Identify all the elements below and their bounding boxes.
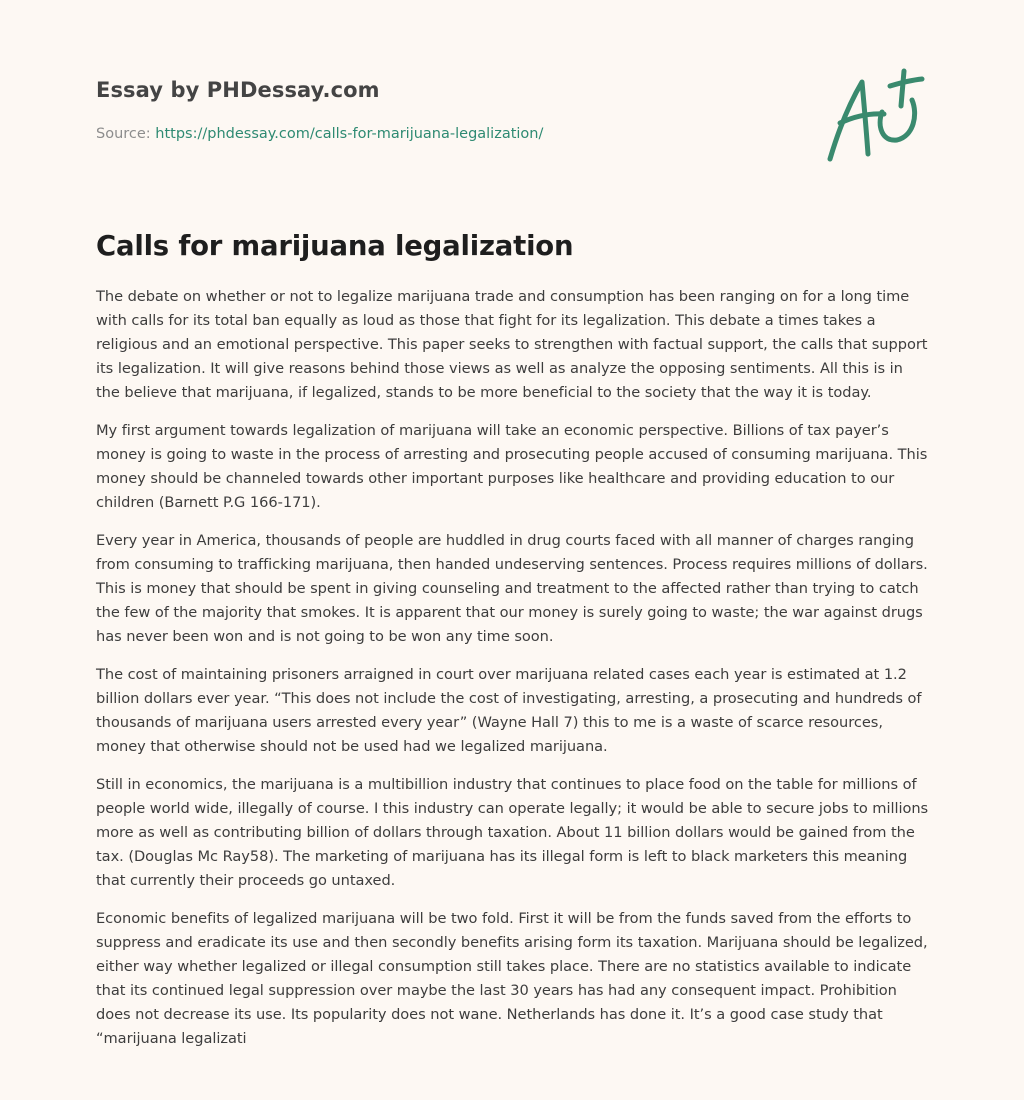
article-title: Calls for marijuana legalization xyxy=(96,230,574,262)
article-body xyxy=(96,285,930,1065)
paragraph: The debate on whether or not to legalize marijuana trade and consumption has been ranging on for a long time with calls for its total ban equally as loud as those that fight for its legalization. This debate a times takes a religious and an emotional perspective. This paper seeks to strengthen with factual support, the calls that support its legalization. It will give reasons behind those views as well as analyze the opposing sentiments. All this is in the believe that marijuana, if legalized, stands to be more beneficial to the society that the way it is today. xyxy=(96,288,928,401)
a-plus-logo-icon xyxy=(822,66,932,166)
paragraph: Economic benefits of legalized marijuana will be two fold. First it will be from the funds saved from the efforts to suppress and eradicate its use and then secondly benefits arising form its taxation. Marijuana should be legalized, either way whether legalized or illegal consumption still takes place. There are no statistics available to indicate that its continued legal suppression over maybe the last 30 years has had any consequent impact. Prohibition does not decrease its use. Its popularity does not wane. Netherlands has done it. It’s a good case study that “marijuana legalizati xyxy=(96,910,928,1047)
brand-name: Essay by PHDessay.com xyxy=(96,78,380,102)
paragraph: The cost of maintaining prisoners arraigned in court over marijuana related cases each year is estimated at 1.2 billion dollars ever year. “This does not include the cost of investigating, arresting, a prosecuting and hundreds of thousands of marijuana users arrested every year” (Wayne Hall 7) this to me is a waste of scarce resources, money that otherwise should not be used had we legalized marijuana. xyxy=(96,666,922,755)
site-header xyxy=(96,74,796,144)
source-label: Source: xyxy=(96,126,151,142)
source-link[interactable]: https://phdessay.com/calls-for-marijuana-legalization/ xyxy=(155,126,544,142)
paragraph: Every year in America, thousands of people are huddled in drug courts faced with all manner of charges ranging from consuming to trafficking marijuana, then handed undeserving sentences. Process requires millions of dollars. This is money that should be spent in giving counseling and treatment to the affected rather than trying to catch the few of the majority that smokes. It is apparent that our money is surely going to waste; the war against drugs has never been won and is not going to be won any time soon. xyxy=(96,532,928,645)
paragraph: Still in economics, the marijuana is a multibillion industry that continues to place food on the table for millions of people world wide, illegally of course. I this industry can operate legally; it would be able to secure jobs to millions more as well as contributing billion of dollars through taxation. About 11 billion dollars would be gained from the tax. (Douglas Mc Ray58). The marketing of marijuana has its illegal form is left to black marketers this meaning that currently their proceeds go untaxed. xyxy=(96,776,929,889)
paragraph: My first argument towards legalization of marijuana will take an economic perspective. Billions of tax payer’s money is going to waste in the process of arresting and prosecuting people accused of consuming marijuana. This money should be channeled towards other important purposes like healthcare and providing education to our children (Barnett P.G 166-171). xyxy=(96,422,928,511)
source-line xyxy=(96,124,796,144)
